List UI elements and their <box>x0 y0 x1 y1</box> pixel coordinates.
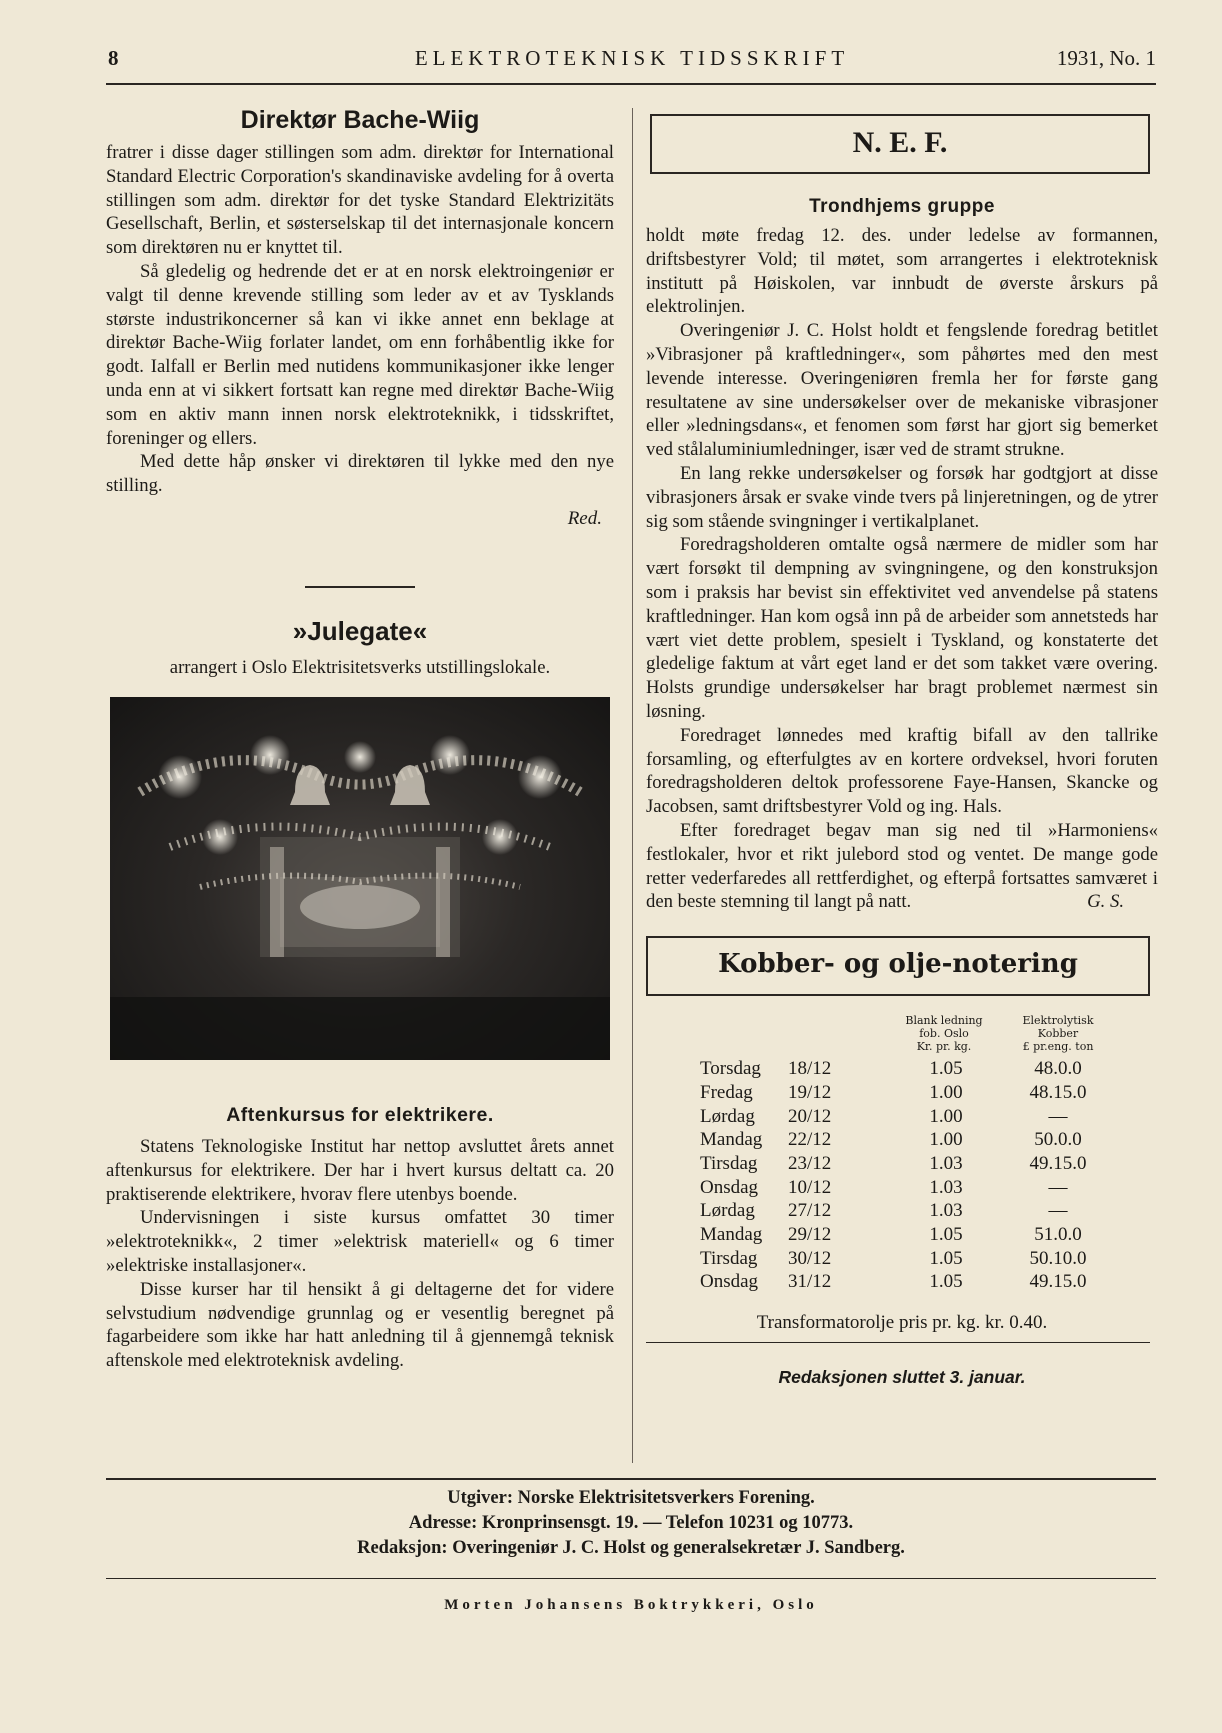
row-ledning-price: 1.05 <box>929 1247 963 1269</box>
row-day: Mandag <box>700 1224 763 1245</box>
row-ledning-price: 1.03 <box>929 1152 963 1174</box>
running-header <box>108 40 1156 76</box>
publisher-label: Utgiver: <box>447 1488 513 1508</box>
row-date: 19/12 <box>788 1081 832 1103</box>
nef-paragraph-6 <box>646 819 1158 914</box>
row-kobber-price: 50.10.0 <box>1029 1247 1087 1269</box>
aftenkursus-paragraph-3: Disse kurser har til hensikt å gi deltagerne det for videre selvstudium nødvendige grunnlag og er vesentlig beregnet på fagarbeidere som ikke har hatt anledning til å gjennemgå teknisk aftenskole med elektroteknisk avdeling. <box>106 1278 614 1372</box>
nef-paragraph-5: Foredraget lønnedes med kraftig bifall av den tallrike forsamling, og efterfulgtes av en kortere ordveksel, hvori foruten foredragsholderen deltok professorene Faye-Hansen, Skancke og Jacobsen, samt driftsbestyrer Vold og ing. Hals. <box>646 724 1158 818</box>
bache-title: Direktør Bache-Wiig <box>240 106 480 134</box>
closing-rule <box>646 1342 1150 1343</box>
col2-header-line-3: £ pr.eng. ton <box>1022 1040 1094 1054</box>
row-ledning-price: 1.05 <box>929 1224 963 1245</box>
col1-header-line-3: Kr. pr. kg. <box>916 1040 972 1054</box>
kobber-title: Kobber- og olje-notering <box>718 949 1078 980</box>
julegate-subtitle: arrangert i Oslo Elektrisitetsverks utstillingslokale. <box>169 656 551 678</box>
issue-label: 1931, No. 1 <box>1056 46 1156 70</box>
row-date: 27/12 <box>788 1200 832 1222</box>
journal-title: ELEKTROTEKNISK TIDSSKRIFT <box>414 46 850 70</box>
aftenkursus-title: Aftenkursus for elektrikere. <box>226 1103 494 1126</box>
row-ledning-price: 1.03 <box>929 1200 963 1222</box>
header-rule <box>106 83 1156 85</box>
editors-label: Redaksjon: <box>357 1538 448 1558</box>
row-day: Torsdag <box>700 1058 761 1080</box>
nef-subtitle <box>646 196 1158 218</box>
table-row <box>646 1200 1158 1224</box>
col1-header-line-2: fob. Oslo <box>919 1027 969 1041</box>
julegate-title: »Julegate« <box>292 615 428 646</box>
row-date: 10/12 <box>788 1176 832 1198</box>
publisher-name: Norske Elektrisitetsverkers Forening. <box>517 1488 815 1508</box>
printer-credit: Morten Johansens Boktrykkeri, Oslo <box>444 1597 818 1613</box>
bache-signature: Red. <box>567 507 602 529</box>
row-day: Onsdag <box>700 1271 759 1293</box>
nef-paragraph-1: holdt møte fredag 12. des. under ledelse av formannen, driftsbestyrer Vold; til møtet, som arrangertes i elektroteknisk institutt på Høiskolen, var innbudt de øverste årskurs på elektrolinjen. <box>646 225 1158 318</box>
aftenkursus-paragraph-1: Statens Teknologiske Institut har nettop avsluttet årets annet aftenkursus for elektrikere. Der har i hvert kursus deltatt ca. 20 praktiserende elektrikere, hvorav flere utenbys boende. <box>106 1135 614 1205</box>
nef-paragraph-3: En lang rekke undersøkelser og forsøk har godtgjort at disse vibrasjoners årsak er svake vinde tvers på linjeretningen, og de ytrer sig som stående svingninger i vertikalplanet. <box>646 462 1158 532</box>
row-kobber-price: 48.15.0 <box>1029 1081 1087 1103</box>
row-date: 30/12 <box>788 1247 832 1269</box>
table-row <box>646 1271 1158 1295</box>
row-kobber-price: 48.0.0 <box>1034 1058 1082 1080</box>
col2-header <box>1002 1014 1114 1053</box>
col2-header-line-1: Elektrolytisk <box>1022 1014 1094 1028</box>
table-row <box>646 1129 1158 1153</box>
table-row <box>646 1082 1158 1106</box>
row-day: Onsdag <box>700 1176 759 1198</box>
row-ledning-price: 1.00 <box>929 1081 963 1103</box>
row-kobber-price: — <box>1048 1176 1068 1198</box>
nef-title-box <box>650 114 1150 174</box>
kobber-title-box <box>646 936 1150 996</box>
footer-publisher <box>106 1488 1156 1509</box>
bache-paragraph-1: fratrer i disse dager stillingen som adm. direktør for International Standard Electric Corporation's skandinaviske avdeling for å overta stillingen som adm. direktør for det tyske Standard Elektrizitäts Gesellschaft, Berlin, et søsterselskap til det internasjonale koncern som direktøren nu er knyttet til. <box>106 142 614 259</box>
julegate-photo <box>110 697 610 1060</box>
footer-rule <box>106 1478 1156 1480</box>
row-date: 31/12 <box>788 1271 832 1293</box>
page-number: 8 <box>108 46 119 70</box>
col1-header-line-1: Blank ledning <box>905 1014 983 1028</box>
nef-signature: G. S. <box>1087 891 1124 913</box>
row-date: 20/12 <box>788 1105 832 1127</box>
table-row <box>646 1058 1158 1082</box>
nef-paragraph-6-text: Efter foredraget begav man sig ned til »Harmoniens« festlokaler, hvor et rikt julebord stod og ventet. De mange gode retter vederfaredes all rettferdighet, og efterpå fortsattes samværet i den beste stemning til langt på natt. <box>646 819 1158 913</box>
row-ledning-price: 1.03 <box>929 1176 963 1198</box>
footer-bottom-rule <box>106 1578 1156 1579</box>
julegate-photo-illustration <box>110 697 610 1060</box>
kobber-price-table <box>646 1006 1158 1306</box>
table-row <box>646 1106 1158 1130</box>
row-kobber-price: 49.15.0 <box>1029 1152 1087 1174</box>
row-kobber-price: — <box>1048 1200 1068 1222</box>
closing-note: Redaksjonen sluttet 3. januar. <box>778 1367 1026 1388</box>
row-day: Tirsdag <box>700 1152 758 1174</box>
row-ledning-price: 1.05 <box>929 1271 963 1293</box>
row-kobber-price: 50.0.0 <box>1034 1129 1082 1151</box>
row-ledning-price: 1.00 <box>929 1129 963 1151</box>
nef-paragraph-4: Foredragsholderen omtalte også nærmere de midler som har vært forsøkt til dempning av svingningene, og den konstruksjon som i praksis har bevist sin effektivitet ved anvendelse på statens kraftledninger. Han kom også inn på de arbeider som annetsteds har vært viet dette problem, spesielt i Tyskland, og konstaterte det gledelige faktum at vårt eget land er det som takket være overing. Holsts grundige undersøkelser har bragt problemet nærmest sin løsning. <box>646 534 1158 722</box>
column-separator <box>632 108 633 1463</box>
nef-paragraph-2: Overingeniør J. C. Holst holdt et fengslende foredrag betitlet »Vibrasjoner på kraftledninger«, som påhørtes med den mest levende interesse. Overingeniøren fremla her for første gang resultatene av sine undersøkelser over de mekaniske vibrasjoner eller »ledningsdans«, et fenomen som først har gjort sig bemerket ved stålaluminiumledninger, især ved de stramt strukne. <box>646 320 1158 461</box>
editors-text: Overingeniør J. C. Holst og generalsekretær J. Sandberg. <box>452 1538 905 1558</box>
bache-paragraph-3: Med dette håp ønsker vi direktøren til lykke med den nye stilling. <box>106 451 614 497</box>
row-day: Lørdag <box>700 1105 755 1127</box>
row-date: 23/12 <box>788 1152 832 1174</box>
address-label: Adresse: <box>408 1513 478 1533</box>
row-day: Lørdag <box>700 1200 755 1222</box>
footer-address <box>106 1513 1156 1534</box>
row-ledning-price: 1.00 <box>929 1105 963 1127</box>
col2-header-line-2: Kobber <box>1037 1027 1079 1041</box>
row-date: 18/12 <box>788 1058 832 1080</box>
aftenkursus-paragraph-2: Undervisningen i siste kursus omfattet 30 timer »elektroteknikk«, 2 timer »elektrisk materiell« og 6 timer »elektriske installasjoner«. <box>106 1207 614 1276</box>
row-kobber-price: 51.0.0 <box>1034 1224 1082 1245</box>
row-day: Fredag <box>700 1081 753 1103</box>
address-text: Kronprinsensgt. 19. — Telefon 10231 og 10773. <box>481 1513 854 1533</box>
left-column <box>106 100 614 1373</box>
row-kobber-price: — <box>1048 1105 1068 1127</box>
row-ledning-price: 1.05 <box>929 1058 963 1080</box>
row-date: 22/12 <box>788 1129 832 1151</box>
row-day: Mandag <box>700 1129 763 1151</box>
table-row <box>646 1177 1158 1201</box>
footer-editors <box>106 1538 1156 1559</box>
bache-paragraph-2: Så gledelig og hedrende det er at en norsk elektroingeniør er valgt til denne krevende stilling som leder av et av Tysklands største industrikoncerner så kan vi ikke annet enn beklage at direktør Bache-Wiig forlater landet, om enn forhåbentlig ikke for godt. Ialfall er Berlin med nutidens kommunikasjoner ikke lenger unda enn at vi sikkert fortsatt kan regne med direktør Bache-Wiig som en aktiv mann innen norsk elektroteknikk, i tidsskriftet, foreninger og ellers. <box>106 260 614 449</box>
transformer-oil-price: Transformatorolje pris pr. kg. kr. 0.40. <box>756 1312 1048 1334</box>
row-date: 29/12 <box>788 1224 832 1245</box>
col1-header <box>882 1014 1006 1053</box>
table-row <box>646 1248 1158 1272</box>
nef-title: N. E. F. <box>852 126 948 159</box>
right-column <box>646 100 1158 1388</box>
row-kobber-price: 49.15.0 <box>1029 1271 1087 1293</box>
row-day: Tirsdag <box>700 1247 758 1269</box>
table-row <box>646 1224 1158 1248</box>
nef-subtitle-text: Trondhjems gruppe <box>809 196 995 217</box>
table-row <box>646 1153 1158 1177</box>
section-divider <box>305 586 415 588</box>
